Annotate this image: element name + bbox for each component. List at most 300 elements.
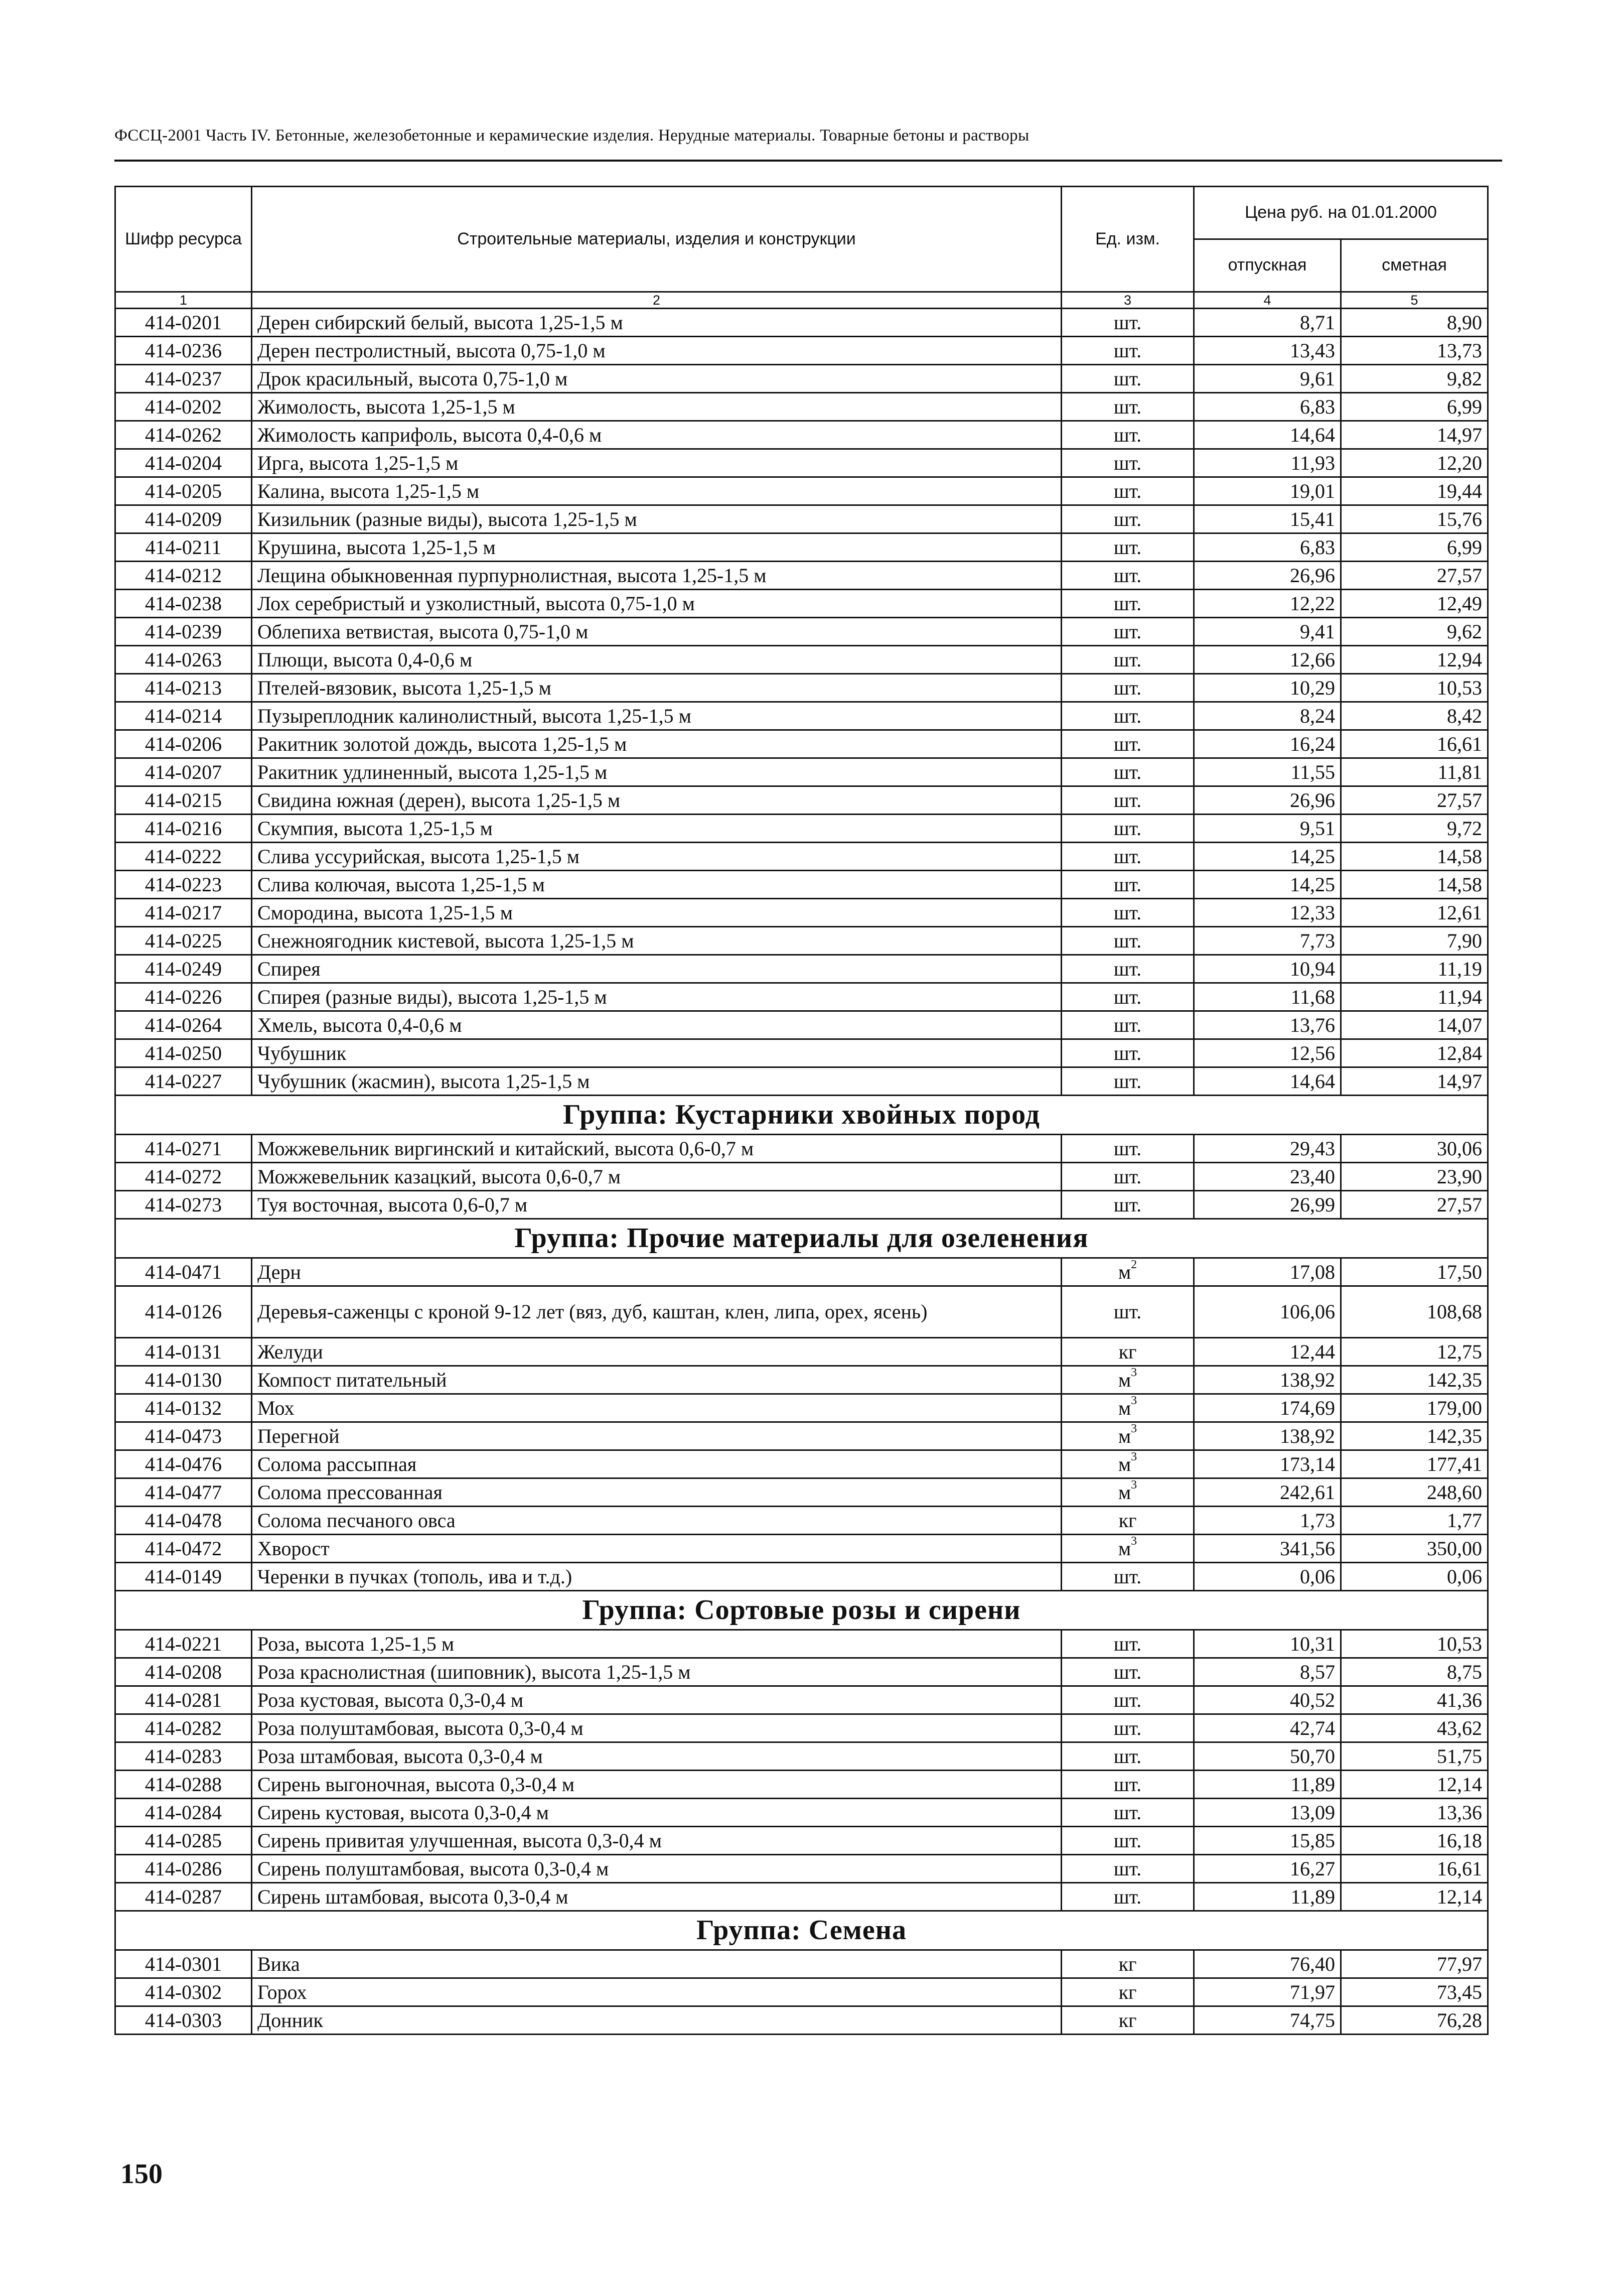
unit-text: м <box>1118 1480 1131 1504</box>
column-number: 5 <box>1341 292 1488 309</box>
unit-exponent: 3 <box>1131 1450 1137 1463</box>
unit-cell <box>1062 1855 1194 1883</box>
page-header: ФССЦ-2001 Часть IV. Бетонные, железобетонные и керамические изделия. Нерудные материалы. Товарные бетоны и растворы <box>114 126 1030 145</box>
estimate-price: 0,06 <box>1341 1563 1488 1591</box>
estimate-price: 108,68 <box>1341 1286 1488 1338</box>
resource-code: 414-0283 <box>115 1742 252 1771</box>
unit-cell <box>1062 477 1194 505</box>
resource-code: 414-0237 <box>115 365 252 393</box>
resource-code: 414-0477 <box>115 1478 252 1507</box>
table-row <box>115 1630 1488 1658</box>
unit-exponent: 3 <box>1131 1366 1137 1379</box>
unit-text: шт. <box>1113 339 1142 362</box>
material-name: Дерн <box>252 1258 1062 1286</box>
unit-text: м <box>1118 1396 1131 1419</box>
table-row <box>115 786 1488 815</box>
unit-text: м <box>1118 1260 1131 1283</box>
material-name: Крушина, высота 1,25-1,5 м <box>252 533 1062 562</box>
table-row <box>115 1507 1488 1535</box>
unit-text: шт. <box>1113 367 1142 390</box>
unit-cell <box>1062 1883 1194 1911</box>
material-name: Плющи, высота 0,4-0,6 м <box>252 646 1062 674</box>
estimate-price: 19,44 <box>1341 477 1488 505</box>
resource-code: 414-0206 <box>115 730 252 758</box>
resource-code: 414-0239 <box>115 618 252 646</box>
estimate-price: 51,75 <box>1341 1742 1488 1771</box>
estimate-price: 30,06 <box>1341 1135 1488 1163</box>
resource-code: 414-0126 <box>115 1286 252 1338</box>
unit-cell <box>1062 1799 1194 1827</box>
unit-text: шт. <box>1113 1688 1142 1711</box>
resource-code: 414-0223 <box>115 871 252 899</box>
resource-code: 414-0286 <box>115 1855 252 1883</box>
material-name: Горох <box>252 1978 1062 2006</box>
material-name: Черенки в пучках (тополь, ива и т.д.) <box>252 1563 1062 1591</box>
resource-code: 414-0212 <box>115 562 252 590</box>
table-row <box>115 843 1488 871</box>
table-row <box>115 1799 1488 1827</box>
table-row <box>115 1191 1488 1219</box>
release-price: 14,25 <box>1194 871 1341 899</box>
release-price: 106,06 <box>1194 1286 1341 1338</box>
material-name: Жимолость, высота 1,25-1,5 м <box>252 393 1062 421</box>
table-row <box>115 1827 1488 1855</box>
table-row <box>115 1658 1488 1686</box>
unit-text: шт. <box>1113 423 1142 446</box>
unit-text: кг <box>1118 1952 1137 1975</box>
release-price: 174,69 <box>1194 1394 1341 1422</box>
table-row <box>115 1950 1488 1978</box>
unit-text: шт. <box>1113 704 1142 727</box>
release-price: 10,94 <box>1194 955 1341 983</box>
unit-text: шт. <box>1113 873 1142 896</box>
unit-text: шт. <box>1113 1857 1142 1880</box>
unit-cell <box>1062 1950 1194 1978</box>
resource-code: 414-0236 <box>115 337 252 365</box>
table-row <box>115 1366 1488 1394</box>
estimate-price: 12,94 <box>1341 646 1488 674</box>
resource-code: 414-0303 <box>115 2006 252 2035</box>
resource-code: 414-0287 <box>115 1883 252 1911</box>
release-price: 9,61 <box>1194 365 1341 393</box>
table-row <box>115 1883 1488 1911</box>
resource-code: 414-0217 <box>115 899 252 927</box>
table-row <box>115 1855 1488 1883</box>
release-price: 11,89 <box>1194 1883 1341 1911</box>
table-row <box>115 1686 1488 1714</box>
estimate-price: 6,99 <box>1341 393 1488 421</box>
unit-text: шт. <box>1113 648 1142 671</box>
material-name: Солома рассыпная <box>252 1450 1062 1478</box>
material-name: Роза краснолистная (шиповник), высота 1,25-1,5 м <box>252 1658 1062 1686</box>
estimate-price: 248,60 <box>1341 1478 1488 1507</box>
table-row <box>115 590 1488 618</box>
unit-text: шт. <box>1113 1632 1142 1655</box>
unit-cell <box>1062 1686 1194 1714</box>
release-price: 19,01 <box>1194 477 1341 505</box>
unit-text: кг <box>1118 2008 1137 2032</box>
estimate-price: 9,82 <box>1341 365 1488 393</box>
unit-text: шт. <box>1113 845 1142 868</box>
unit-cell <box>1062 449 1194 477</box>
release-price: 13,09 <box>1194 1799 1341 1827</box>
group-title: Группа: Прочие материалы для озеленения <box>115 1219 1488 1258</box>
resource-code: 414-0249 <box>115 955 252 983</box>
column-number: 1 <box>115 292 252 309</box>
material-name: Облепиха ветвистая, высота 0,75-1,0 м <box>252 618 1062 646</box>
material-name: Желуди <box>252 1338 1062 1366</box>
estimate-price: 73,45 <box>1341 1978 1488 2006</box>
group-header-row <box>115 1096 1488 1135</box>
header-name: Строительные материалы, изделия и конструкции <box>252 187 1062 292</box>
estimate-price: 8,42 <box>1341 702 1488 730</box>
release-price: 242,61 <box>1194 1478 1341 1507</box>
resource-code: 414-0227 <box>115 1067 252 1096</box>
unit-cell <box>1062 1478 1194 1507</box>
material-name: Снежноягодник кистевой, высота 1,25-1,5 м <box>252 927 1062 955</box>
table-row <box>115 955 1488 983</box>
release-price: 138,92 <box>1194 1422 1341 1450</box>
estimate-price: 12,14 <box>1341 1771 1488 1799</box>
resource-code: 414-0302 <box>115 1978 252 2006</box>
estimate-price: 13,36 <box>1341 1799 1488 1827</box>
estimate-price: 14,58 <box>1341 871 1488 899</box>
release-price: 9,41 <box>1194 618 1341 646</box>
unit-cell <box>1062 505 1194 533</box>
unit-cell <box>1062 674 1194 702</box>
unit-text: шт. <box>1113 788 1142 812</box>
material-name: Свидина южная (дерен), высота 1,25-1,5 м <box>252 786 1062 815</box>
resource-code: 414-0271 <box>115 1135 252 1163</box>
table-row <box>115 1771 1488 1799</box>
estimate-price: 11,81 <box>1341 758 1488 786</box>
unit-cell <box>1062 2006 1194 2035</box>
estimate-price: 9,72 <box>1341 815 1488 843</box>
unit-cell <box>1062 1067 1194 1096</box>
unit-text: кг <box>1118 1980 1137 2003</box>
table-row <box>115 730 1488 758</box>
material-name: Жимолость каприфоль, высота 0,4-0,6 м <box>252 421 1062 449</box>
unit-cell <box>1062 1563 1194 1591</box>
unit-cell <box>1062 871 1194 899</box>
estimate-price: 6,99 <box>1341 533 1488 562</box>
table-row <box>115 618 1488 646</box>
material-name: Солома прессованная <box>252 1478 1062 1507</box>
resource-code: 414-0225 <box>115 927 252 955</box>
table-row <box>115 1067 1488 1096</box>
unit-text: шт. <box>1113 1660 1142 1683</box>
unit-text: шт. <box>1113 957 1142 980</box>
material-name: Чубушник (жасмин), высота 1,25-1,5 м <box>252 1067 1062 1096</box>
unit-cell <box>1062 1742 1194 1771</box>
estimate-price: 13,73 <box>1341 337 1488 365</box>
table-row <box>115 1258 1488 1286</box>
table-row <box>115 1394 1488 1422</box>
release-price: 16,27 <box>1194 1855 1341 1883</box>
material-name: Сирень полуштамбовая, высота 0,3-0,4 м <box>252 1855 1062 1883</box>
release-price: 11,55 <box>1194 758 1341 786</box>
table-row <box>115 646 1488 674</box>
resource-code: 414-0473 <box>115 1422 252 1450</box>
release-price: 71,97 <box>1194 1978 1341 2006</box>
estimate-price: 27,57 <box>1341 786 1488 815</box>
unit-text: м <box>1118 1368 1131 1391</box>
table-body <box>115 309 1488 2035</box>
unit-cell <box>1062 1258 1194 1286</box>
unit-text: шт. <box>1113 1565 1142 1588</box>
release-price: 74,75 <box>1194 2006 1341 2035</box>
table-row <box>115 449 1488 477</box>
unit-cell <box>1062 309 1194 337</box>
release-price: 23,40 <box>1194 1163 1341 1191</box>
material-name: Ракитник золотой дождь, высота 1,25-1,5 м <box>252 730 1062 758</box>
release-price: 26,96 <box>1194 786 1341 815</box>
resource-code: 414-0131 <box>115 1338 252 1366</box>
unit-cell <box>1062 618 1194 646</box>
table-row <box>115 337 1488 365</box>
column-number: 4 <box>1194 292 1341 309</box>
release-price: 6,83 <box>1194 393 1341 421</box>
estimate-price: 8,75 <box>1341 1658 1488 1686</box>
release-price: 26,99 <box>1194 1191 1341 1219</box>
unit-cell <box>1062 1338 1194 1366</box>
resource-code: 414-0214 <box>115 702 252 730</box>
unit-cell <box>1062 843 1194 871</box>
unit-text: шт. <box>1113 451 1142 474</box>
header-release: отпускная <box>1194 239 1341 292</box>
unit-cell <box>1062 337 1194 365</box>
material-name: Туя восточная, высота 0,6-0,7 м <box>252 1191 1062 1219</box>
material-name: Птелей-вязовик, высота 1,25-1,5 м <box>252 674 1062 702</box>
material-name: Слива уссурийская, высота 1,25-1,5 м <box>252 843 1062 871</box>
table-row <box>115 1338 1488 1366</box>
estimate-price: 76,28 <box>1341 2006 1488 2035</box>
group-title: Группа: Сортовые розы и сирени <box>115 1591 1488 1630</box>
table-row <box>115 1978 1488 2006</box>
table-row <box>115 1714 1488 1742</box>
estimate-price: 10,53 <box>1341 674 1488 702</box>
table-row <box>115 927 1488 955</box>
header-code: Шифр ресурса <box>115 187 252 292</box>
release-price: 50,70 <box>1194 1742 1341 1771</box>
unit-text: шт. <box>1113 395 1142 418</box>
unit-text: шт. <box>1113 620 1142 643</box>
table-row <box>115 815 1488 843</box>
material-name: Спирея <box>252 955 1062 983</box>
release-price: 11,93 <box>1194 449 1341 477</box>
material-name: Дерен сибирский белый, высота 1,25-1,5 м <box>252 309 1062 337</box>
unit-exponent: 3 <box>1131 1534 1137 1548</box>
material-name: Сирень кустовая, высота 0,3-0,4 м <box>252 1799 1062 1827</box>
material-name: Роза кустовая, высота 0,3-0,4 м <box>252 1686 1062 1714</box>
release-price: 14,64 <box>1194 1067 1341 1096</box>
material-name: Роза штамбовая, высота 0,3-0,4 м <box>252 1742 1062 1771</box>
release-price: 12,56 <box>1194 1039 1341 1067</box>
unit-cell <box>1062 421 1194 449</box>
table-row <box>115 365 1488 393</box>
resource-code: 414-0208 <box>115 1658 252 1686</box>
estimate-price: 43,62 <box>1341 1714 1488 1742</box>
unit-text: шт. <box>1113 1069 1142 1093</box>
release-price: 12,33 <box>1194 899 1341 927</box>
release-price: 6,83 <box>1194 533 1341 562</box>
release-price: 138,92 <box>1194 1366 1341 1394</box>
resource-code: 414-0250 <box>115 1039 252 1067</box>
unit-exponent: 2 <box>1131 1258 1137 1271</box>
resource-code: 414-0216 <box>115 815 252 843</box>
unit-text: шт. <box>1113 901 1142 924</box>
material-name: Мох <box>252 1394 1062 1422</box>
estimate-price: 11,19 <box>1341 955 1488 983</box>
table-row <box>115 871 1488 899</box>
unit-text: шт. <box>1113 1041 1142 1064</box>
material-name: Сирень привитая улучшенная, высота 0,3-0,4 м <box>252 1827 1062 1855</box>
resource-code: 414-0209 <box>115 505 252 533</box>
estimate-price: 1,77 <box>1341 1507 1488 1535</box>
table-row <box>115 1163 1488 1191</box>
resource-code: 414-0281 <box>115 1686 252 1714</box>
unit-text: м <box>1118 1424 1131 1447</box>
release-price: 13,43 <box>1194 337 1341 365</box>
unit-cell <box>1062 1422 1194 1450</box>
unit-cell <box>1062 393 1194 421</box>
material-name: Вика <box>252 1950 1062 1978</box>
table-row <box>115 758 1488 786</box>
group-header-row <box>115 1911 1488 1950</box>
release-price: 8,57 <box>1194 1658 1341 1686</box>
unit-cell <box>1062 1286 1194 1338</box>
unit-cell <box>1062 1507 1194 1535</box>
unit-cell <box>1062 1714 1194 1742</box>
unit-cell <box>1062 1366 1194 1394</box>
material-name: Роза полуштамбовая, высота 0,3-0,4 м <box>252 1714 1062 1742</box>
unit-exponent: 3 <box>1131 1478 1137 1492</box>
unit-text: кг <box>1118 1340 1137 1363</box>
estimate-price: 12,61 <box>1341 899 1488 927</box>
resource-code: 414-0285 <box>115 1827 252 1855</box>
estimate-price: 17,50 <box>1341 1258 1488 1286</box>
unit-text: шт. <box>1113 1773 1142 1796</box>
estimate-price: 41,36 <box>1341 1686 1488 1714</box>
estimate-price: 23,90 <box>1341 1163 1488 1191</box>
resource-code: 414-0284 <box>115 1799 252 1827</box>
material-name: Лох серебристый и узколистный, высота 0,75-1,0 м <box>252 590 1062 618</box>
release-price: 29,43 <box>1194 1135 1341 1163</box>
unit-exponent: 3 <box>1131 1394 1137 1407</box>
page-number: 150 <box>120 2158 163 2190</box>
unit-text: шт. <box>1113 732 1142 755</box>
unit-exponent: 3 <box>1131 1422 1137 1435</box>
estimate-price: 16,61 <box>1341 730 1488 758</box>
release-price: 14,64 <box>1194 421 1341 449</box>
unit-cell <box>1062 1135 1194 1163</box>
unit-cell <box>1062 1450 1194 1478</box>
material-name: Ирга, высота 1,25-1,5 м <box>252 449 1062 477</box>
resource-code: 414-0221 <box>115 1630 252 1658</box>
release-price: 12,44 <box>1194 1338 1341 1366</box>
table-row <box>115 702 1488 730</box>
table-row <box>115 1039 1488 1067</box>
material-name: Перегной <box>252 1422 1062 1450</box>
estimate-price: 14,97 <box>1341 1067 1488 1096</box>
unit-text: шт. <box>1113 1801 1142 1824</box>
unit-text: шт. <box>1113 592 1142 615</box>
material-name: Сирень штамбовая, высота 0,3-0,4 м <box>252 1883 1062 1911</box>
unit-text: шт. <box>1113 1885 1142 1908</box>
resource-code: 414-0264 <box>115 1011 252 1039</box>
group-header-row <box>115 1591 1488 1630</box>
unit-cell <box>1062 1394 1194 1422</box>
header-rule <box>114 160 1502 162</box>
table-row <box>115 2006 1488 2035</box>
release-price: 14,25 <box>1194 843 1341 871</box>
unit-text: шт. <box>1113 985 1142 1008</box>
table-row <box>115 1422 1488 1450</box>
table-row <box>115 1011 1488 1039</box>
material-name: Кизильник (разные виды), высота 1,25-1,5 м <box>252 505 1062 533</box>
unit-cell <box>1062 730 1194 758</box>
unit-text: шт. <box>1113 817 1142 840</box>
estimate-price: 350,00 <box>1341 1535 1488 1563</box>
estimate-price: 15,76 <box>1341 505 1488 533</box>
release-price: 12,66 <box>1194 646 1341 674</box>
resource-code: 414-0222 <box>115 843 252 871</box>
group-header-row <box>115 1219 1488 1258</box>
unit-cell <box>1062 786 1194 815</box>
unit-cell <box>1062 1771 1194 1799</box>
estimate-price: 12,20 <box>1341 449 1488 477</box>
resource-code: 414-0130 <box>115 1366 252 1394</box>
resource-code: 414-0215 <box>115 786 252 815</box>
unit-cell <box>1062 815 1194 843</box>
release-price: 17,08 <box>1194 1258 1341 1286</box>
table-row <box>115 899 1488 927</box>
group-title: Группа: Семена <box>115 1911 1488 1950</box>
estimate-price: 77,97 <box>1341 1950 1488 1978</box>
release-price: 15,41 <box>1194 505 1341 533</box>
unit-text: шт. <box>1113 1165 1142 1188</box>
release-price: 10,29 <box>1194 674 1341 702</box>
table-row <box>115 1563 1488 1591</box>
release-price: 7,73 <box>1194 927 1341 955</box>
unit-cell <box>1062 927 1194 955</box>
release-price: 11,89 <box>1194 1771 1341 1799</box>
release-price: 13,76 <box>1194 1011 1341 1039</box>
column-number: 3 <box>1062 292 1194 309</box>
resource-code: 414-0213 <box>115 674 252 702</box>
table-row <box>115 1742 1488 1771</box>
resource-code: 414-0288 <box>115 1771 252 1799</box>
estimate-price: 142,35 <box>1341 1422 1488 1450</box>
material-name: Можжевельник виргинский и китайский, высота 0,6-0,7 м <box>252 1135 1062 1163</box>
header-price: Цена руб. на 01.01.2000 <box>1194 187 1488 239</box>
material-name: Хворост <box>252 1535 1062 1563</box>
release-price: 0,06 <box>1194 1563 1341 1591</box>
material-name: Дрок красильный, высота 0,75-1,0 м <box>252 365 1062 393</box>
table-row <box>115 1535 1488 1563</box>
unit-text: м <box>1118 1452 1131 1475</box>
estimate-price: 27,57 <box>1341 562 1488 590</box>
release-price: 76,40 <box>1194 1950 1341 1978</box>
unit-text: шт. <box>1113 1013 1142 1036</box>
table-row <box>115 983 1488 1011</box>
estimate-price: 7,90 <box>1341 927 1488 955</box>
release-price: 10,31 <box>1194 1630 1341 1658</box>
material-name: Сирень выгоночная, высота 0,3-0,4 м <box>252 1771 1062 1799</box>
material-name: Ракитник удлиненный, высота 1,25-1,5 м <box>252 758 1062 786</box>
material-name: Компост питательный <box>252 1366 1062 1394</box>
resource-code: 414-0273 <box>115 1191 252 1219</box>
